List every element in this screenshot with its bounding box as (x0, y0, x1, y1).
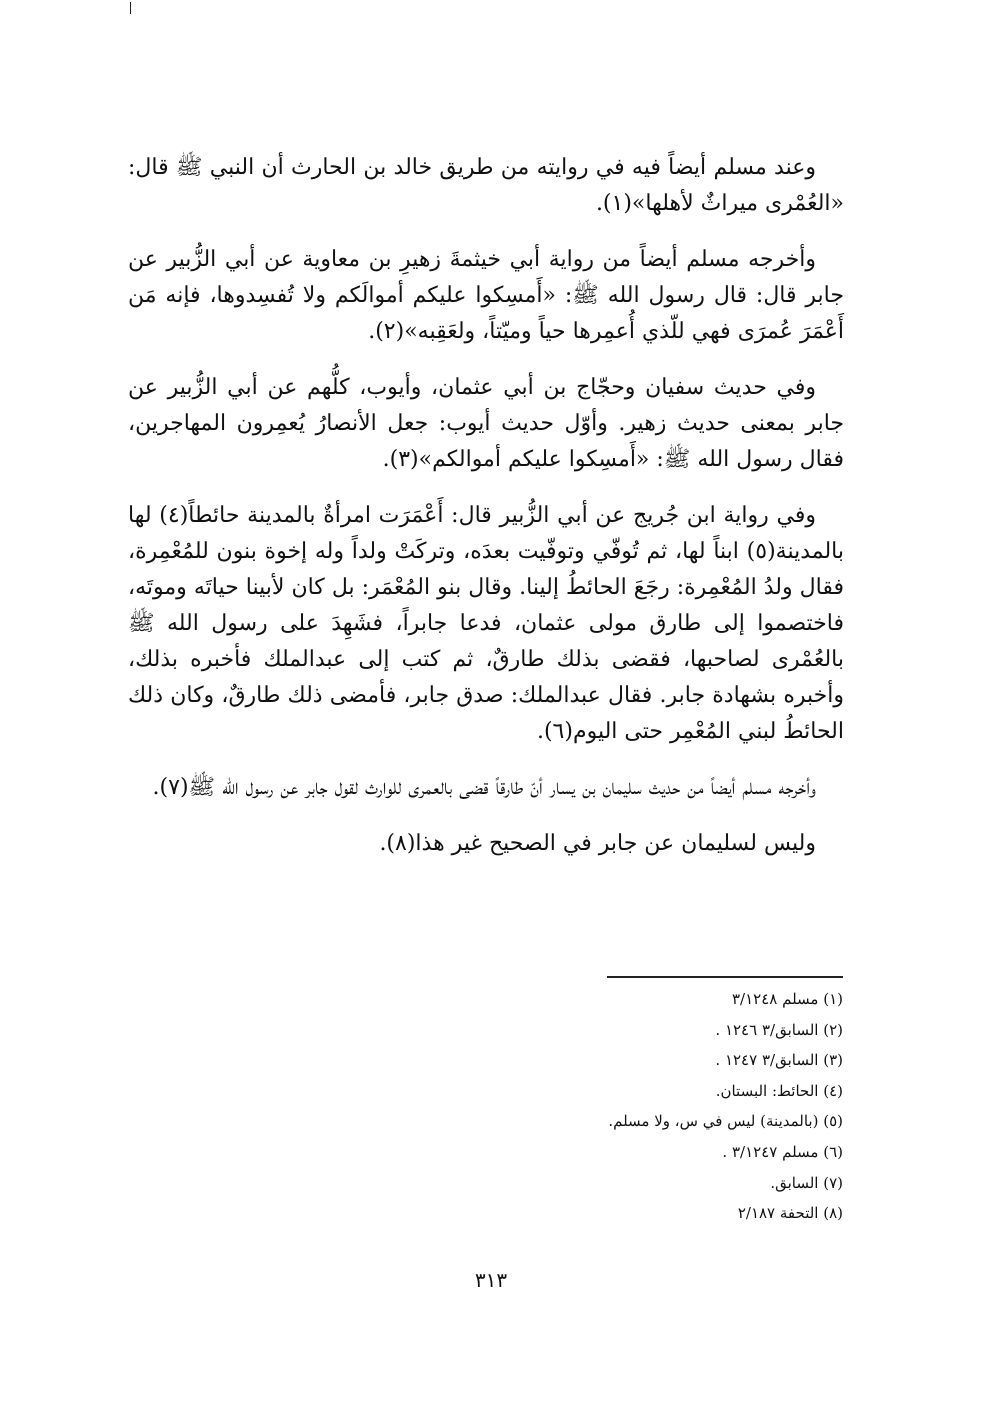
paragraph: وأخرجه مسلم أيضاً من حديث سليمان بن يسار أنّ طارقاً قضى بالعمرى للوارث لقول جابر عن رسول الله ﷺ(٧). (152, 775, 816, 800)
paragraph: وليس لسليمان عن جابر في الصحيح غير هذا(٨). (379, 831, 816, 856)
footnote: (٧) السابق. (770, 1173, 843, 1192)
footnote: (٨) التحفة ٢/١٨٧ (737, 1204, 843, 1223)
footnote: (٥) (بالمدينة) ليس في س، ولا مسلم. (608, 1112, 843, 1131)
footnote: (٤) الحائط: البستان. (715, 1081, 843, 1100)
crop-mark (130, 2, 131, 14)
paragraph: وأخرجه مسلم أيضاً من رواية أبي خيثمةَ زهيرِ بن معاوية عن أبي الزُّبير عن جابر قال: قال رسول الله ﷺ: «أَمسِكوا عليكم أموالَكم ولا تُفسِدوها، فإنه مَن أَعْمَرَ عُمرَى فهي للّذي أُعمِرها حياً وميّتاً، ولعَقِبه»(٢). (128, 247, 844, 344)
page-number: ٣١٣ (474, 1268, 508, 1292)
paragraph: وعند مسلم أيضاً فيه في روايته من طريق خالد بن الحارث أن النبي ﷺ قال: «العُمْرى ميراثٌ لأهلها»(١). (128, 155, 844, 216)
footnote: (٢) السابق/٣ ١٢٤٦ . (715, 1020, 843, 1039)
footnote: (٣) السابق/٣ ١٢٤٧ . (715, 1051, 843, 1070)
footnote: (٦) مسلم ٣/١٢٤٧ . (722, 1142, 843, 1161)
footnotes (560, 984, 843, 1229)
paragraph: وفي حديث سفيان وحجّاج بن أبي عثمان، وأيوب، كلُّهم عن أبي الزُّبير عن جابر بمعنى حديث زهير. وأوّل حديث أيوب: جعل الأنصارُ يُعمِرون المهاجرين، فقال رسول الله ﷺ: «أَمسِكوا عليكم أموالكم»(٣). (128, 375, 844, 472)
paragraph: وفي رواية ابن جُريج عن أبي الزُّبير قال: أَعْمَرَت امرأةٌ بالمدينة حائطاً(٤) لها بالمدينة(٥) ابناً لها، ثم تُوفّي وتوفّيت بعدَه، وتركَتْ ولداً وله إخوة بنون للمُعْمِرة، فقال ولدُ المُعْمِرة: رجَعَ الحائطُ إلينا. وقال بنو المُعْمَر: بل كان لأبينا حياتَه وموتَه، فاختصموا إلى طارق مولى عثمان، فدعا جابراً، فشَهِدَ على رسول الله ﷺ بالعُمْرى لصاحبها، فقضى بذلك طارقٌ، ثم كتب إلى عبدالملك فأخبره بذلك، وأخبره بشهادة جابر. فقال عبدالملك: صدق جابر، فأمضى ذلك طارقٌ، وكان ذلك الحائطُ لبني المُعْمِر حتى اليوم(٦). (128, 503, 844, 744)
footnote-separator (607, 976, 843, 978)
footnote: (١) مسلم ٣/١٢٤٨ (731, 990, 843, 1008)
main-text (128, 150, 844, 882)
